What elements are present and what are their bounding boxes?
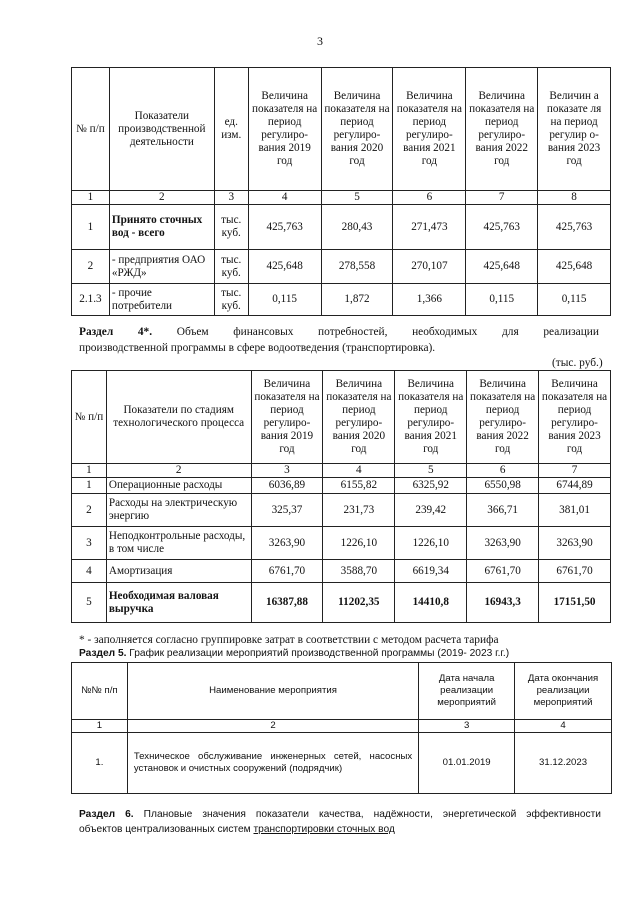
header-cell: Дата начала реализации мероприятий [419,663,515,720]
column-number: 5 [321,191,393,205]
value-cell: 381,01 [539,494,611,527]
header-cell: Показатели производственной деятельности [109,68,214,191]
start-date: 01.01.2019 [419,733,515,794]
table-row [72,560,611,583]
table-header-row [72,663,612,720]
column-number-row [72,191,611,205]
column-number: 4 [248,191,321,205]
column-number: 3 [214,191,248,205]
value-cell: 6036,89 [251,478,323,494]
financial-needs-table [71,370,611,623]
column-number: 2 [127,720,418,733]
section6-text-line1: Плановые значения показатели качества, надёжности, энергетической эффективности [143,809,601,820]
indicator-name: Принято сточных вод - всего [109,205,214,250]
header-cell: Показатели по стадиям технологического процесса [106,371,251,464]
column-number: 6 [393,191,466,205]
header-cell: ед. изм. [214,68,248,191]
header-cell: № п/п [72,371,107,464]
row-number: 2 [72,494,107,527]
table-row [72,733,612,794]
section6-text-start: объектов централизованных систем [79,824,254,835]
header-cell: Величина показателя на период регулиро-вания 2019 год [248,68,321,191]
section4-heading: Раздел 4*. [79,326,153,338]
units-label: (тыс. руб.) [552,357,603,369]
stage-name: Неподконтрольные расходы, в том числе [106,527,251,560]
column-number: 7 [466,191,538,205]
column-number: 8 [538,191,611,205]
table-row [72,583,611,623]
value-cell: 425,763 [538,205,611,250]
stage-name: Необходимая валовая выручка [106,583,251,623]
value-cell: 6619,34 [395,560,467,583]
column-number: 1 [72,191,110,205]
value-cell: 11202,35 [323,583,395,623]
value-cell: 1226,10 [395,527,467,560]
table-row [72,494,611,527]
row-number: 1 [72,205,110,250]
table-row [72,527,611,560]
header-cell: Величина показателя на период регулиро-вания 2020 год [321,68,393,191]
header-cell: Величина показателя на период регулиро-вания 2021 год [393,68,466,191]
value-cell: 6761,70 [539,560,611,583]
value-cell: 14410,8 [395,583,467,623]
section6-paragraph-line1 [79,808,601,822]
schedule-table [71,662,612,794]
value-cell: 425,648 [538,250,611,284]
row-number: 2 [72,250,110,284]
value-cell: 325,37 [251,494,323,527]
column-number: 2 [109,191,214,205]
value-cell: 271,473 [393,205,466,250]
column-number-row [72,720,612,733]
table-row [72,284,611,316]
value-cell: 6325,92 [395,478,467,494]
value-cell: 3588,70 [323,560,395,583]
value-cell: 425,763 [248,205,321,250]
column-number: 4 [323,464,395,478]
column-number: 5 [395,464,467,478]
value-cell: 3263,90 [251,527,323,560]
header-cell: № п/п [72,68,110,191]
section4-paragraph-line1 [79,325,599,339]
section5-title: График реализации мероприятий производственной программы (2019- 2023 г.г.) [129,648,510,659]
column-number: 4 [515,720,612,733]
column-number: 1 [72,720,128,733]
value-cell: 270,107 [393,250,466,284]
column-number: 2 [106,464,251,478]
column-number: 6 [467,464,539,478]
value-cell: 6761,70 [467,560,539,583]
row-number: 3 [72,527,107,560]
stage-name: Расходы на электрическую энергию [106,494,251,527]
header-cell: Наименование мероприятия [127,663,418,720]
header-cell: №№ п/п [72,663,128,720]
row-number: 2.1.3 [72,284,110,316]
header-cell: Дата окончания реализации мероприятий [515,663,612,720]
value-cell: 6155,82 [323,478,395,494]
column-number: 3 [419,720,515,733]
value-cell: 16943,3 [467,583,539,623]
measure-name: Техническое обслуживание инженерных сетей, насосных установок и очистных сооружений (подрядчик) [127,733,418,794]
value-cell: 366,71 [467,494,539,527]
value-cell: 0,115 [466,284,538,316]
stage-name: Операционные расходы [106,478,251,494]
value-cell: 425,648 [466,250,538,284]
value-cell: 0,115 [538,284,611,316]
indicator-name: - прочие потребители [109,284,214,316]
table-header-row [72,371,611,464]
indicator-name: - предприятия ОАО «РЖД» [109,250,214,284]
section6-text-line2 [79,823,395,837]
value-cell: 1,872 [321,284,393,316]
value-cell: 1226,10 [323,527,395,560]
header-cell: Величина показателя на период регулиро-вания 2021 год [395,371,467,464]
row-number: 5 [72,583,107,623]
header-cell: Величина показателя на период регулиро-вания 2020 год [323,371,395,464]
value-cell: 3263,90 [467,527,539,560]
value-cell: 0,115 [248,284,321,316]
column-number-row [72,464,611,478]
table-row [72,250,611,284]
section6-heading: Раздел 6. [79,809,134,820]
value-cell: 3263,90 [539,527,611,560]
value-cell: 280,43 [321,205,393,250]
section5-title-line [79,647,509,661]
row-number: 1. [72,733,128,794]
column-number: 1 [72,464,107,478]
value-cell: 278,558 [321,250,393,284]
column-number: 3 [251,464,323,478]
value-cell: 1,366 [393,284,466,316]
row-number: 1 [72,478,107,494]
unit-cell: тыс. куб. [214,284,248,316]
value-cell: 6744,89 [539,478,611,494]
value-cell: 16387,88 [251,583,323,623]
value-cell: 239,42 [395,494,467,527]
column-number: 7 [539,464,611,478]
end-date: 31.12.2023 [515,733,612,794]
value-cell: 6550,98 [467,478,539,494]
value-cell: 425,648 [248,250,321,284]
value-cell: 6761,70 [251,560,323,583]
page-number: 3 [317,34,323,48]
value-cell: 425,763 [466,205,538,250]
section4-text-line1: Объем финансовых потребностей, необходимых для реализации [176,326,599,338]
header-cell: Величина показателя на период регулиро-вания 2023 год [539,371,611,464]
section5-heading: Раздел 5. [79,648,127,659]
value-cell: 231,73 [323,494,395,527]
table-header-row [72,68,611,191]
table-row [72,478,611,494]
header-cell: Величин а показате ля на период регулир о-вания 2023 год [538,68,611,191]
stage-name: Амортизация [106,560,251,583]
row-number: 4 [72,560,107,583]
header-cell: Величина показателя на период регулиро-вания 2022 год [467,371,539,464]
table-row [72,205,611,250]
header-cell: Величина показателя на период регулиро-вания 2019 год [251,371,323,464]
section6-text-underlined: транспортировки сточных вод [253,824,395,835]
value-cell: 17151,50 [539,583,611,623]
header-cell: Величина показателя на период регулиро-вания 2022 год [466,68,538,191]
unit-cell: тыс. куб. [214,205,248,250]
section4-text-line2: производственной программы в сфере водоотведения (транспортировка). [79,342,436,354]
unit-cell: тыс. куб. [214,250,248,284]
production-indicators-table [71,67,611,316]
footnote: * - заполняется согласно группировке затрат в соответствии с методом расчета тарифа [79,634,499,646]
